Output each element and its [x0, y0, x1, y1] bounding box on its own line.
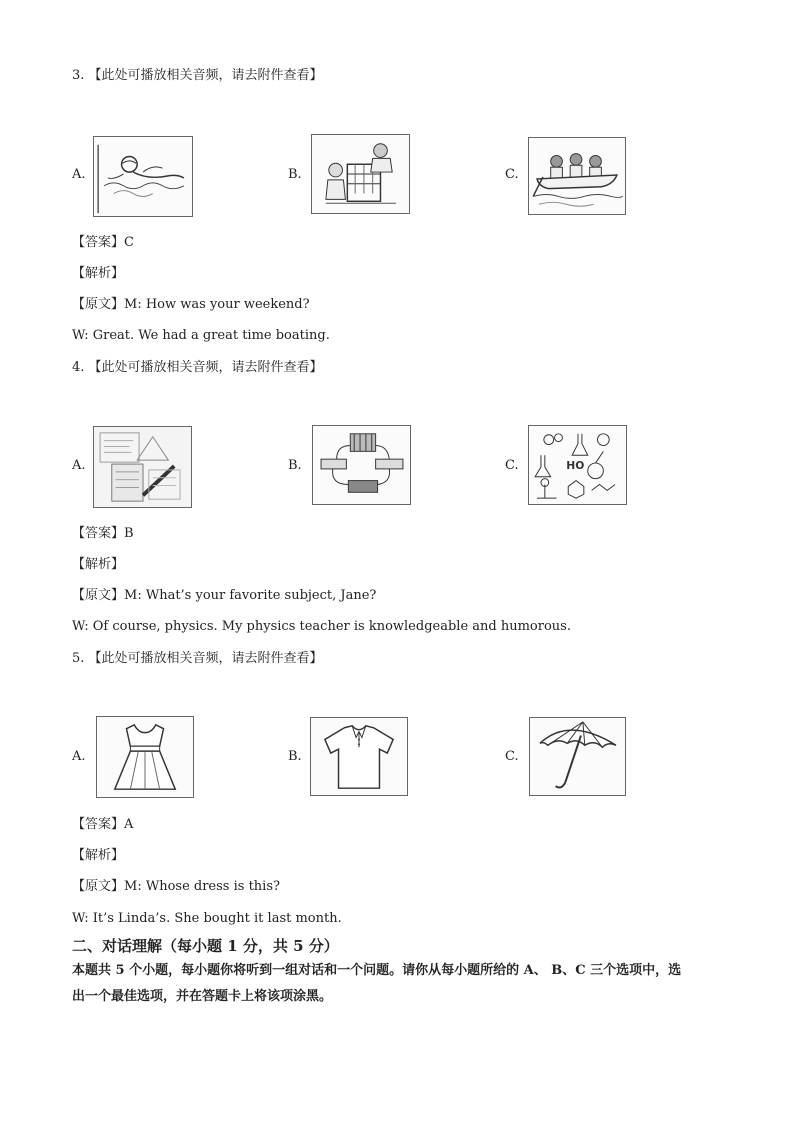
option-b-label: B.: [288, 167, 302, 182]
option-a-label: A.: [72, 167, 86, 182]
answer-line: [72, 816, 133, 834]
dress-illustration: [96, 716, 194, 798]
answer-label: 【答案】: [72, 817, 125, 832]
question-4-header: [72, 359, 323, 377]
option-c-label: C.: [505, 167, 519, 182]
question-number: 4.: [72, 360, 85, 375]
analysis-label: 【解析】: [72, 266, 125, 281]
question-number: 5.: [72, 651, 85, 666]
section-intro: 本题共 5 个小题，每小题你将听到一组对话和一个问题。请你从每小题所给的 A、 B、C 三个选项中，选: [72, 963, 682, 978]
option-b-label: B.: [288, 749, 302, 764]
math-illustration: [93, 426, 192, 508]
option-a-label: A.: [72, 749, 86, 764]
question-3-header: [72, 67, 323, 85]
answer-value: B: [124, 526, 134, 541]
analysis-label: 【解析】: [72, 848, 125, 863]
question-5-header: [72, 650, 323, 668]
answer-value: A: [124, 817, 134, 832]
shirt-illustration: [310, 717, 408, 796]
audio-prompt[interactable]: 【此处可播放相关音频，请去附件查看】: [88, 651, 323, 666]
audio-prompt[interactable]: 【此处可播放相关音频，请去附件查看】: [88, 360, 323, 375]
option-c-label: C.: [505, 749, 519, 764]
physics-illustration: [312, 425, 411, 505]
vending-machine-illustration: [311, 134, 410, 214]
answer-line: [72, 234, 134, 252]
answer-line: [72, 525, 134, 543]
transcript-text: W: Of course, physics. My physics teacher is knowledgeable and humorous.: [72, 619, 571, 634]
transcript-label: 【原文】: [72, 588, 125, 603]
analysis-label: 【解析】: [72, 557, 125, 572]
transcript-text: W: Great. We had a great time boating.: [72, 328, 330, 343]
option-a-label: A.: [72, 458, 86, 473]
answer-label: 【答案】: [72, 526, 125, 541]
transcript-text: M: What’s your favorite subject, Jane?: [124, 588, 377, 603]
answer-value: C: [124, 235, 134, 250]
chemistry-formula: HO: [566, 458, 585, 472]
chemistry-illustration: [528, 425, 627, 505]
boating-illustration: [528, 137, 626, 215]
option-b-label: B.: [288, 458, 302, 473]
swimming-illustration: [93, 136, 193, 217]
transcript-text: M: How was your weekend?: [124, 297, 310, 312]
umbrella-illustration: [529, 717, 626, 796]
transcript-line: [72, 878, 280, 896]
transcript-label: 【原文】: [72, 879, 125, 894]
transcript-text: W: It’s Linda’s. She bought it last month.: [72, 911, 342, 926]
answer-label: 【答案】: [72, 235, 125, 250]
section-title: 二、对话理解（每小题 1 分，共 5 分）: [72, 937, 339, 955]
option-c-label: C.: [505, 458, 519, 473]
transcript-line: [72, 587, 376, 605]
transcript-label: 【原文】: [72, 297, 125, 312]
transcript-line: [72, 296, 310, 314]
transcript-text: M: Whose dress is this?: [124, 879, 280, 894]
audio-prompt[interactable]: 【此处可播放相关音频，请去附件查看】: [88, 68, 323, 83]
question-number: 3.: [72, 68, 85, 83]
section-intro: 出一个最佳选项，并在答题卡上将该项涂黑。: [72, 989, 333, 1004]
